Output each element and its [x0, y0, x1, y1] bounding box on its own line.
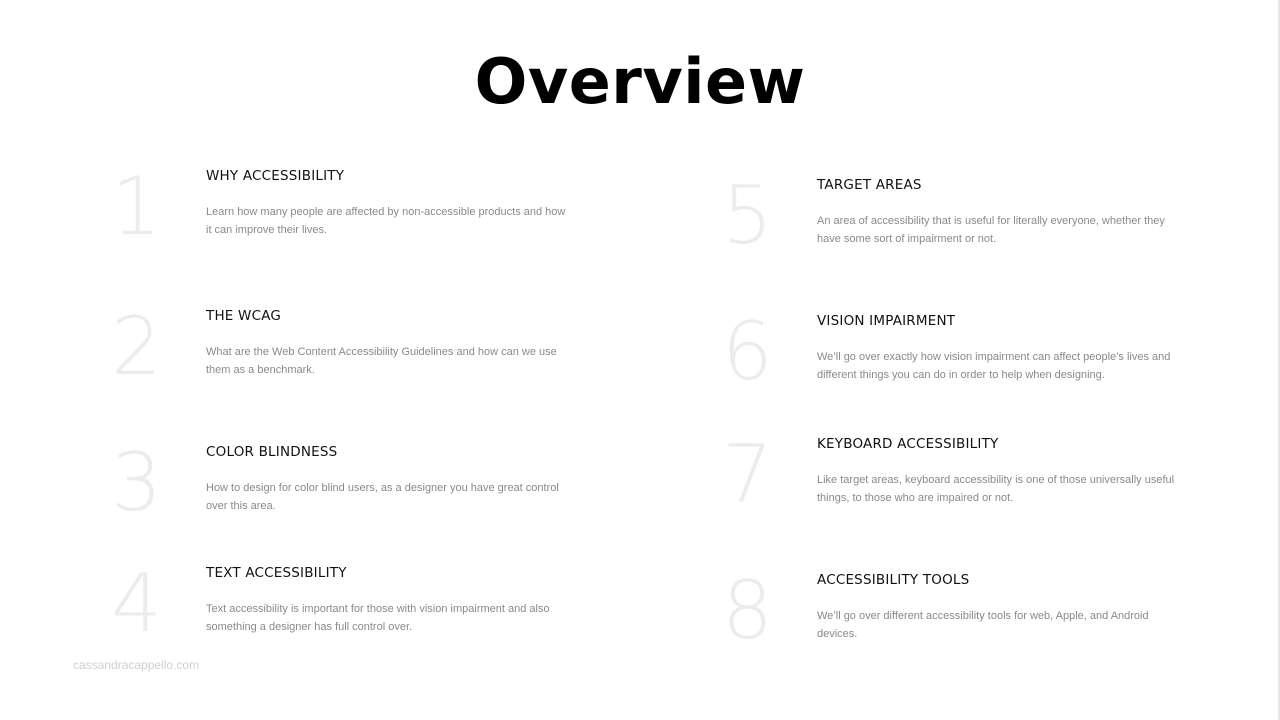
item-heading: VISION IMPAIRMENT — [817, 313, 956, 329]
item-description: How to design for color blind users, as a designer you have great control over this area. — [206, 482, 559, 512]
item-heading: TARGET AREAS — [817, 177, 922, 193]
item-description: We’ll go over different accessibility tools for web, Apple, and Android devices. — [817, 610, 1149, 640]
overview-item-2 — [111, 300, 671, 417]
item-description: Learn how many people are affected by non-accessible products and how it can improve their lives. — [206, 206, 566, 236]
item-number: 6 — [722, 305, 773, 398]
slide-title: Overview — [474, 45, 806, 118]
item-heading: THE WCAG — [206, 308, 282, 324]
item-number: 5 — [722, 169, 773, 262]
footer-website: cassandracappello.com — [73, 658, 200, 672]
item-heading: KEYBOARD ACCESSIBILITY — [817, 436, 999, 452]
item-heading: COLOR BLINDNESS — [206, 444, 338, 460]
overview-item-8 — [722, 564, 1280, 681]
overview-item-3 — [111, 436, 671, 553]
item-description: An area of accessibility that is useful for literally everyone, whether they have some sort of impairment or not. — [817, 215, 1165, 245]
item-description: Like target areas, keyboard accessibility is one of those universally useful things, to those who are impaired or not. — [817, 474, 1175, 504]
item-description: Text accessibility is important for those with vision impairment and also something a designer has full control over. — [206, 603, 550, 633]
item-number: 4 — [111, 557, 162, 650]
overview-item-5 — [722, 169, 1280, 286]
item-number: 3 — [111, 436, 162, 529]
item-number: 2 — [111, 300, 162, 393]
item-number: 8 — [722, 564, 773, 657]
item-heading: ACCESSIBILITY TOOLS — [817, 572, 970, 588]
overview-item-6 — [722, 305, 1280, 422]
item-number: 7 — [722, 428, 773, 521]
overview-item-1 — [111, 160, 671, 277]
item-heading: TEXT ACCESSIBILITY — [206, 565, 347, 581]
item-description: We’ll go over exactly how vision impairment can affect people’s lives and different things you can do in order to help when designing. — [817, 351, 1171, 381]
item-number: 1 — [111, 160, 162, 253]
overview-item-7 — [722, 428, 1280, 545]
item-description: What are the Web Content Accessibility Guidelines and how can we use them as a benchmark. — [206, 346, 557, 376]
item-heading: WHY ACCESSIBILITY — [206, 168, 345, 184]
